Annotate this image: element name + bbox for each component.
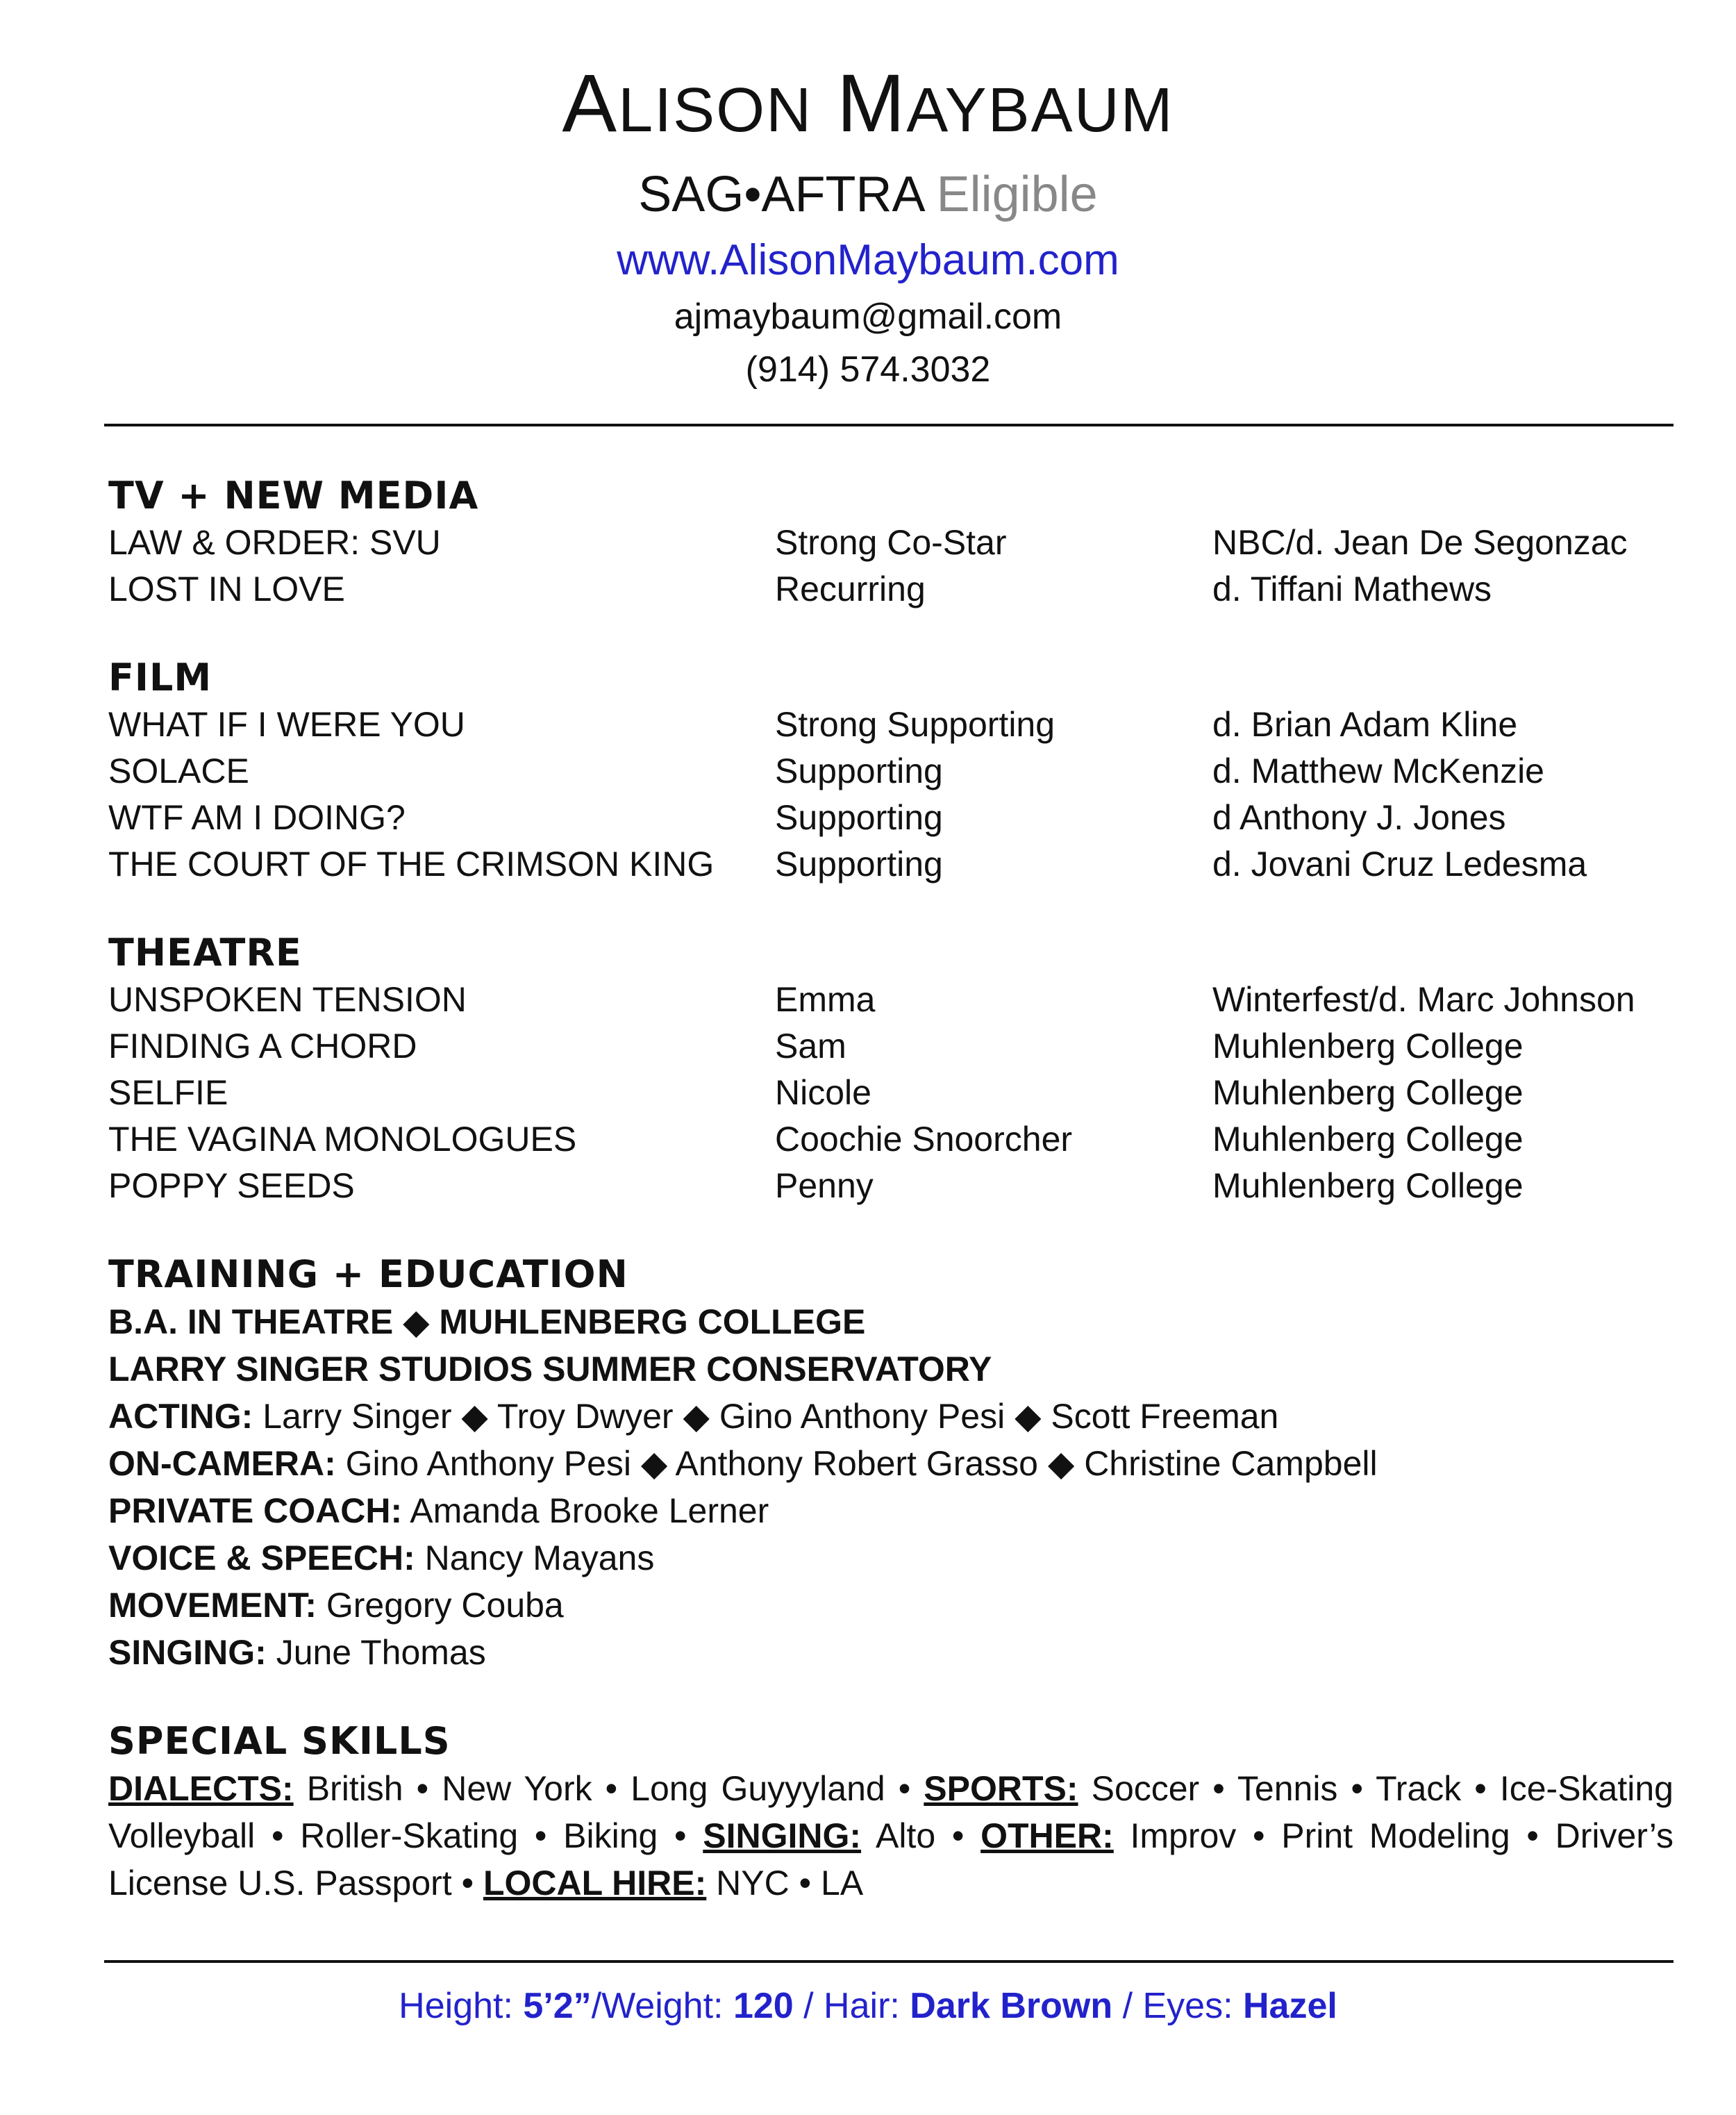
credit-row: SOLACE Supporting d. Matthew McKenzie	[108, 752, 1544, 790]
credit-row: THE VAGINA MONOLOGUES Coochie Snoorcher Muhlenberg College	[108, 1120, 1524, 1159]
section-title: TV + NEW MEDIA	[108, 474, 479, 517]
tv-section	[108, 472, 1678, 613]
training-section	[108, 1251, 1678, 1676]
physical-stats: Height: 5’2”/Weight: 120 / Hair: Dark Brown / Eyes: Hazel	[399, 1986, 1337, 2026]
training-line: SINGING: June Thomas	[108, 1633, 486, 1672]
credit-row: LOST IN LOVE Recurring d. Tiffani Mathews	[108, 570, 1492, 608]
credit-row: LAW & ORDER: SVU Strong Co-Star NBC/d. Jean De Segonzac	[108, 523, 1628, 562]
credit-row: POPPY SEEDS Penny Muhlenberg College	[108, 1166, 1524, 1205]
credit-row: UNSPOKEN TENSION Emma Winterfest/d. Marc Johnson	[108, 980, 1635, 1019]
training-line: VOICE & SPEECH: Nancy Mayans	[108, 1538, 655, 1577]
footer-divider	[104, 1960, 1674, 1963]
actor-name: ALISON MAYBAUM	[562, 58, 1174, 149]
section-title: THEATRE	[108, 931, 302, 974]
header-divider	[104, 424, 1674, 426]
resume-body	[108, 472, 1678, 1948]
theatre-section	[108, 929, 1678, 1209]
skills-paragraph: DIALECTS: British • New York • Long Guyyyland • SPORTS: Soccer • Tennis • Track • Ice-Skating Volleyball • Roller-Skating • Biking • SINGING: Alto • OTHER: Improv • Print Modeling • Driver’s License U.S. Passport • LOCAL HIRE: NYC • LA	[108, 1769, 1674, 1902]
resume-header	[0, 58, 1736, 390]
section-title: TRAINING + EDUCATION	[108, 1252, 628, 1296]
credit-row: WTF AM I DOING? Supporting d Anthony J. Jones	[108, 798, 1506, 837]
email-address[interactable]: ajmaybaum@gmail.com	[674, 297, 1062, 337]
training-line: MOVEMENT: Gregory Couba	[108, 1586, 564, 1625]
training-line: ON-CAMERA: Gino Anthony Pesi ◆ Anthony Robert Grasso ◆ Christine Campbell	[108, 1444, 1378, 1483]
credit-row: THE COURT OF THE CRIMSON KING Supporting d. Jovani Cruz Ledesma	[108, 845, 1587, 884]
training-line: ACTING: Larry Singer ◆ Troy Dwyer ◆ Gino Anthony Pesi ◆ Scott Freeman	[108, 1397, 1279, 1436]
section-title: SPECIAL SKILLS	[108, 1719, 451, 1763]
union-status: SAG•AFTRA Eligible	[638, 167, 1098, 222]
credit-row: SELFIE Nicole Muhlenberg College	[108, 1073, 1524, 1112]
phone-number: (914) 574.3032	[745, 349, 991, 390]
website-link[interactable]: www.AlisonMaybaum.com	[617, 236, 1119, 284]
credit-row: WHAT IF I WERE YOU Strong Supporting d. Brian Adam Kline	[108, 705, 1518, 744]
section-title: FILM	[108, 656, 212, 699]
film-section	[108, 654, 1678, 888]
credit-row: FINDING A CHORD Sam Muhlenberg College	[108, 1027, 1524, 1065]
training-line: PRIVATE COACH: Amanda Brooke Lerner	[108, 1491, 769, 1530]
conservatory-line: LARRY SINGER STUDIOS SUMMER CONSERVATORY	[108, 1350, 992, 1388]
skills-section	[108, 1718, 1678, 1907]
degree-line: B.A. IN THEATRE ◆ MUHLENBERG COLLEGE	[108, 1302, 866, 1341]
